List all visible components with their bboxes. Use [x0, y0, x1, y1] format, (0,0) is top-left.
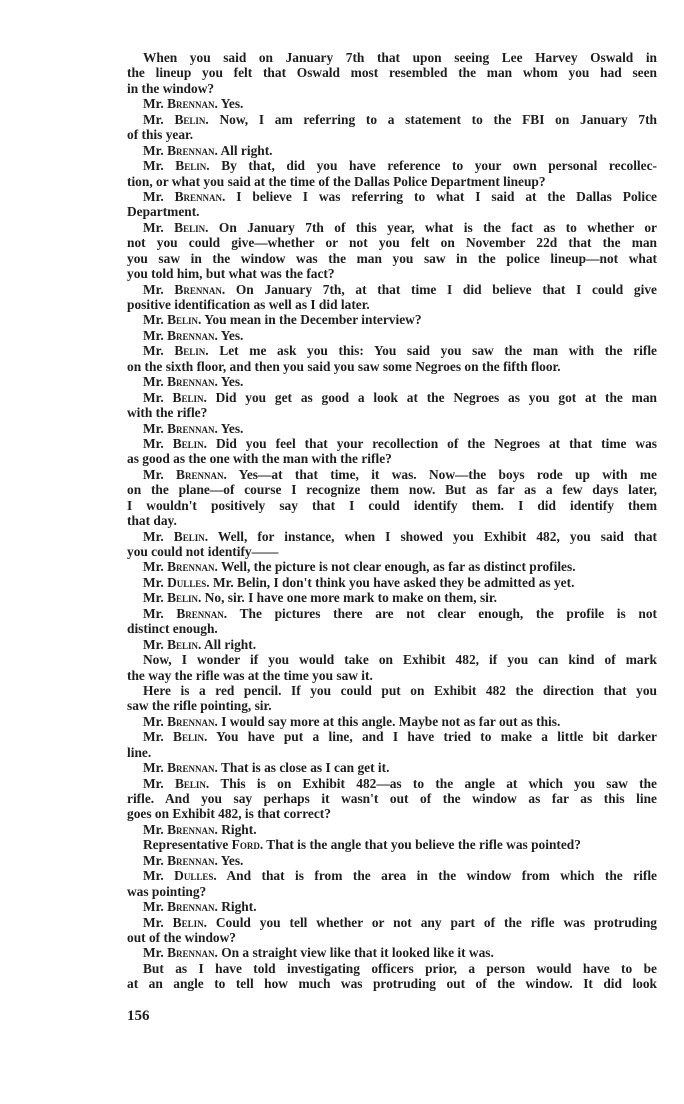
- text-line: [127, 65, 657, 80]
- page-number: 156: [127, 1008, 150, 1024]
- speaker-name: Brennan.: [174, 188, 226, 204]
- speaker-title: Mr.: [143, 636, 164, 652]
- line-text: Right.: [221, 821, 257, 837]
- line-text: you could not identify——: [127, 544, 279, 559]
- speaker-name: Belin.: [173, 528, 209, 544]
- speaker-title: Mr.: [143, 868, 164, 884]
- line-text: But as I have told investigating officers prior, a person would have to be: [143, 960, 657, 976]
- text-line: [127, 482, 657, 497]
- speaker-paragraph: [127, 312, 657, 327]
- line-text: Did you get as good a look at the Negroes as you got at the man: [215, 389, 657, 405]
- line-text: Here is a red pencil. If you could put on Exhibit 482 the direction that you: [143, 682, 657, 698]
- speaker-title: Mr.: [143, 713, 164, 729]
- speaker-name: Ford.: [231, 837, 264, 853]
- line-text: Yes.: [220, 852, 244, 868]
- text-line: [127, 220, 657, 235]
- text-line: [127, 251, 657, 266]
- text-line: [127, 637, 657, 652]
- line-text: You have put a line, and I have tried to make a little bit darker: [216, 729, 657, 745]
- line-text: the lineup you felt that Oswald most resembled the man whom you had seen: [127, 65, 657, 81]
- line-text: I believe I was referring to what I said at the Dallas Police: [236, 188, 657, 204]
- line-text: Yes.: [220, 420, 244, 436]
- speaker-title: Mr.: [143, 188, 164, 204]
- text-line: [127, 421, 657, 436]
- text-line: [127, 729, 657, 744]
- text-line: [127, 806, 657, 821]
- speaker-title: Mr.: [143, 760, 164, 776]
- text-line: [127, 235, 657, 250]
- speaker-title: Mr.: [143, 343, 164, 359]
- line-text: Well, for instance, when I showed you Exhibit 482, you said that: [217, 528, 657, 544]
- text-line: [127, 961, 657, 976]
- speaker-name: Brennan.: [167, 327, 218, 343]
- text-line: [127, 745, 657, 760]
- line-text: I wouldn't positively say that I could identify them. I did identify them: [127, 497, 657, 513]
- speaker-paragraph: [127, 915, 657, 946]
- line-text: Now, I am referring to a statement to the FBI on January 7th: [219, 111, 657, 127]
- speaker-paragraph: [127, 714, 657, 729]
- speaker-title: Mr.: [143, 821, 164, 837]
- line-text: Could you tell whether or not any part of the rifle was protruding: [215, 914, 657, 930]
- speaker-name: Brennan.: [167, 142, 218, 158]
- speaker-name: Belin.: [167, 636, 202, 652]
- text-line: [127, 112, 657, 127]
- speaker-title: Mr.: [143, 775, 164, 791]
- speaker-paragraph: [127, 390, 657, 421]
- speaker-name: Brennan.: [167, 96, 218, 112]
- speaker-title: Mr.: [143, 852, 164, 868]
- speaker-name: Belin.: [174, 111, 209, 127]
- speaker-name: Brennan.: [167, 713, 218, 729]
- speaker-title: Mr.: [143, 142, 164, 158]
- line-text: That is the angle that you believe the rifle was pointed?: [266, 837, 581, 853]
- line-text: That is as close as I can get it.: [220, 760, 390, 776]
- speaker-paragraph: [127, 96, 657, 111]
- speaker-name: Belin.: [174, 343, 209, 359]
- speaker-paragraph: [127, 575, 657, 590]
- line-text: line.: [127, 744, 152, 760]
- speaker-paragraph: [127, 853, 657, 868]
- line-text: not you could give—whether or not you felt on November 22d that the man: [127, 235, 657, 251]
- speaker-title: Mr.: [143, 435, 164, 451]
- line-text: On January 7th of this year, what is the fact as to whether or: [218, 219, 657, 235]
- line-text: And that is from the area in the window from which the rifle: [226, 868, 658, 884]
- speaker-name: Dulles.: [167, 574, 210, 590]
- line-text: in the window?: [127, 80, 215, 96]
- text-line: [127, 328, 657, 343]
- line-text: Yes.: [220, 327, 244, 343]
- speaker-name: Brennan.: [167, 559, 218, 575]
- speaker-name: Brennan.: [174, 281, 226, 297]
- speaker-name: Belin.: [173, 729, 208, 745]
- line-text: Now, I wonder if you would take on Exhibit 482, if you can kind of mark: [143, 652, 657, 668]
- speaker-paragraph: [127, 837, 657, 852]
- line-text: Yes—at that time, it was. Now—the boys rode up with me: [238, 466, 657, 482]
- speaker-paragraph: [127, 559, 657, 574]
- speaker-title: Mr.: [143, 466, 164, 482]
- line-text: Right.: [221, 899, 257, 915]
- text-line: [127, 652, 657, 667]
- speaker-paragraph: [127, 529, 657, 560]
- speaker-name: Belin.: [172, 914, 207, 930]
- speaker-paragraph: [127, 328, 657, 343]
- line-text: saw the rifle pointing, sir.: [127, 698, 272, 714]
- line-text: the way the rifle was at the time you saw it.: [127, 667, 373, 683]
- speaker-paragraph: [127, 590, 657, 605]
- speaker-paragraph: [127, 421, 657, 436]
- speaker-paragraph: [127, 143, 657, 158]
- speaker-name: Brennan.: [167, 899, 218, 915]
- speaker-title: Mr.: [143, 605, 164, 621]
- text-line: [127, 451, 657, 466]
- speaker-paragraph: [127, 776, 657, 822]
- speaker-paragraph: [127, 868, 657, 899]
- speaker-title: Mr.: [143, 899, 164, 915]
- speaker-title: Mr.: [143, 327, 164, 343]
- speaker-paragraph: [127, 945, 657, 960]
- line-text: No, sir. I have one more mark to make on them, sir.: [204, 590, 497, 606]
- line-text: This is on Exhibit 482—as to the angle at which you saw the: [220, 775, 657, 791]
- text-line: [127, 282, 657, 297]
- line-text: with the rifle?: [127, 405, 208, 421]
- line-text: distinct enough.: [127, 621, 218, 637]
- line-text: Mr. Belin, I don't think you have asked they be admitted as yet.: [212, 574, 575, 590]
- text-line: [127, 945, 657, 960]
- text-line: [127, 50, 657, 65]
- text-line: [127, 143, 657, 158]
- paragraph: [127, 961, 657, 992]
- text-line: [127, 698, 657, 713]
- speaker-title: Mr.: [143, 96, 164, 112]
- text-line: [127, 204, 657, 219]
- speaker-title: Mr.: [143, 528, 164, 544]
- speaker-paragraph: [127, 158, 657, 189]
- line-text: Yes.: [220, 96, 244, 112]
- text-line: [127, 127, 657, 142]
- text-line: [127, 559, 657, 574]
- line-text: The pictures there are not clear enough, the profile is not: [239, 605, 657, 621]
- line-text: tion, or what you said at the time of the Dallas Police Department lineup?: [127, 173, 546, 189]
- text-line: [127, 899, 657, 914]
- text-line: [127, 513, 657, 528]
- line-text: On a straight view like that it looked like it was.: [221, 945, 494, 961]
- speaker-name: Brennan.: [167, 420, 218, 436]
- text-line: [127, 405, 657, 420]
- line-text: that day.: [127, 513, 177, 529]
- line-text: out of the window?: [127, 929, 236, 945]
- speaker-title: Mr.: [143, 219, 164, 235]
- speaker-name: Belin.: [172, 435, 207, 451]
- speaker-name: Belin.: [172, 389, 207, 405]
- speaker-title: Mr.: [143, 574, 164, 590]
- speaker-title: Mr.: [143, 312, 164, 328]
- text-line: [127, 915, 657, 930]
- line-text: you told him, but what was the fact?: [127, 266, 335, 282]
- speaker-paragraph: [127, 637, 657, 652]
- line-text: at an angle to tell how much was protruding out of the window. It did look: [127, 976, 657, 992]
- speaker-paragraph: [127, 729, 657, 760]
- speaker-name: Brennan.: [167, 760, 218, 776]
- paragraph: [127, 652, 657, 683]
- text-line: [127, 343, 657, 358]
- speaker-title: Mr.: [143, 281, 164, 297]
- speaker-title: Mr.: [143, 389, 164, 405]
- text-line: [127, 575, 657, 590]
- speaker-title: Mr.: [143, 158, 164, 174]
- speaker-name: Dulles.: [174, 868, 217, 884]
- text-line: [127, 668, 657, 683]
- speaker-name: Brennan.: [176, 605, 228, 621]
- line-text: On January 7th, at that time I did believe that I could give: [235, 281, 657, 297]
- text-line: [127, 714, 657, 729]
- line-text: Let me ask you this: You said you saw the man with the rifle: [219, 343, 657, 359]
- speaker-paragraph: [127, 606, 657, 637]
- text-line: [127, 467, 657, 482]
- speaker-name: Belin.: [175, 158, 210, 174]
- text-line: [127, 436, 657, 451]
- line-text: Did you feel that your recollection of the Negroes at that time was: [215, 435, 657, 451]
- text-line: [127, 96, 657, 111]
- speaker-title: Mr.: [143, 559, 164, 575]
- testimony-text: [127, 50, 657, 992]
- text-line: [127, 189, 657, 204]
- text-line: [127, 174, 657, 189]
- text-line: [127, 390, 657, 405]
- line-text: All right.: [203, 636, 257, 652]
- line-text: By that, did you have reference to your own personal recollec-: [221, 158, 657, 174]
- speaker-paragraph: [127, 220, 657, 282]
- line-text: on the plane—of course I recognize them now. But as far as a few days later,: [127, 482, 657, 498]
- text-line: [127, 590, 657, 605]
- speaker-paragraph: [127, 822, 657, 837]
- text-line: [127, 606, 657, 621]
- text-line: [127, 868, 657, 883]
- text-line: [127, 266, 657, 281]
- speaker-name: Brennan.: [167, 945, 218, 961]
- paragraph: [127, 50, 657, 96]
- speaker-title: Mr.: [143, 374, 164, 390]
- speaker-title: Representative: [143, 837, 229, 853]
- speaker-name: Brennan.: [167, 821, 218, 837]
- text-line: [127, 81, 657, 96]
- speaker-paragraph: [127, 343, 657, 374]
- text-line: [127, 930, 657, 945]
- speaker-paragraph: [127, 374, 657, 389]
- speaker-paragraph: [127, 899, 657, 914]
- speaker-name: Belin.: [167, 590, 202, 606]
- speaker-paragraph: [127, 282, 657, 313]
- speaker-title: Mr.: [143, 111, 164, 127]
- speaker-title: Mr.: [143, 420, 164, 436]
- speaker-name: Belin.: [174, 775, 210, 791]
- line-text: of this year.: [127, 127, 194, 143]
- speaker-name: Brennan.: [167, 852, 218, 868]
- line-text: on the sixth floor, and then you said you saw some Negroes on the fifth floor.: [127, 358, 561, 374]
- speaker-paragraph: [127, 760, 657, 775]
- text-line: [127, 498, 657, 513]
- speaker-name: Belin.: [174, 219, 209, 235]
- text-line: [127, 359, 657, 374]
- line-text: Yes.: [220, 374, 244, 390]
- speaker-name: Brennan.: [167, 374, 218, 390]
- text-line: [127, 837, 657, 852]
- speaker-name: Brennan.: [176, 466, 227, 482]
- line-text: as good as the one with the man with the rifle?: [127, 451, 392, 467]
- text-line: [127, 853, 657, 868]
- text-line: [127, 683, 657, 698]
- speaker-name: Belin.: [167, 312, 202, 328]
- line-text: positive identification as well as I did later.: [127, 297, 370, 312]
- text-line: [127, 544, 657, 559]
- text-line: [127, 297, 657, 312]
- paragraph: [127, 683, 657, 714]
- speaker-paragraph: [127, 467, 657, 529]
- text-line: [127, 760, 657, 775]
- line-text: All right.: [220, 142, 273, 158]
- text-line: [127, 884, 657, 899]
- line-text: Department.: [127, 204, 200, 220]
- speaker-paragraph: [127, 436, 657, 467]
- line-text: rifle. And you say perhaps it wasn't out of the window as far as this line: [127, 791, 657, 806]
- line-text: goes on Exhibit 482, is that correct?: [127, 806, 331, 822]
- line-text: You mean in the December interview?: [204, 312, 422, 328]
- text-line: [127, 621, 657, 636]
- text-line: [127, 312, 657, 327]
- text-line: [127, 529, 657, 544]
- speaker-title: Mr.: [143, 914, 164, 930]
- text-line: [127, 374, 657, 389]
- line-text: I would say more at this angle. Maybe not as far out as this.: [221, 713, 561, 729]
- text-line: [127, 822, 657, 837]
- text-line: [127, 791, 657, 806]
- speaker-title: Mr.: [143, 590, 164, 606]
- speaker-title: Mr.: [143, 729, 164, 745]
- text-line: [127, 776, 657, 791]
- line-text: was pointing?: [127, 883, 207, 899]
- line-text: Well, the picture is not clear enough, as far as distinct profiles.: [220, 559, 576, 575]
- speaker-title: Mr.: [143, 945, 164, 961]
- speaker-paragraph: [127, 189, 657, 220]
- text-line: [127, 158, 657, 173]
- line-text: When you said on January 7th that upon seeing Lee Harvey Oswald in: [143, 50, 657, 65]
- text-line: [127, 976, 657, 991]
- speaker-paragraph: [127, 112, 657, 143]
- line-text: you saw in the window was the man you saw in the police lineup—not what: [127, 250, 657, 266]
